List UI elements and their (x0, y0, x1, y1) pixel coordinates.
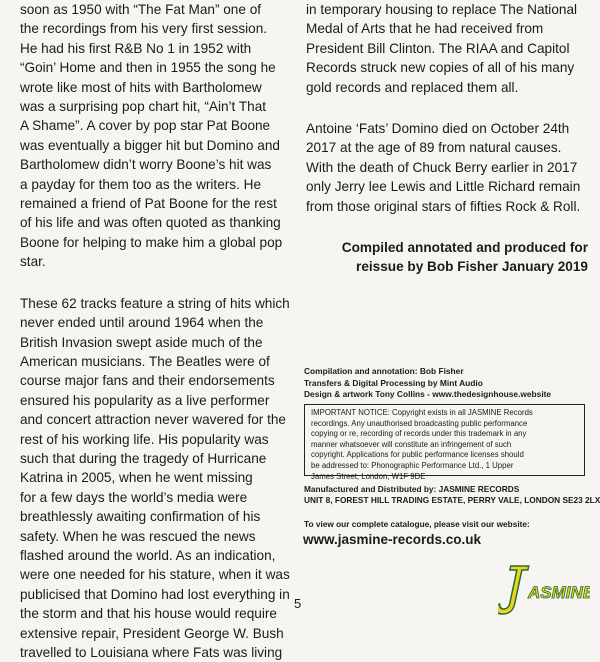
text-line: He had his first R&B No 1 in 1952 with (20, 40, 252, 56)
paragraph-62-tracks (20, 294, 292, 662)
text-line: 2017 at the age of 89 from natural causes. (306, 140, 562, 156)
text-line: for a few days the world’s media were (20, 489, 248, 505)
text-line: Katrina in 2005, when he went missing (20, 470, 253, 486)
text-line: Medal of Arts that he had received from (306, 21, 544, 37)
text-line: gold records and replaced them all. (306, 79, 519, 95)
text-line: soon as 1950 with “The Fat Man” one of (20, 2, 262, 17)
website-link[interactable]: www.jasmine-records.co.uk (303, 532, 482, 547)
text-line: Boone for helping to make him a global pop (20, 234, 283, 250)
text-line: was eventually a bigger hit but Domino and (20, 137, 280, 153)
notice-line: copyright. Applications for public performance licenses should (311, 450, 524, 460)
text-line: extensive repair, President George W. Bush (20, 625, 284, 641)
paragraph-gap (306, 97, 588, 119)
text-line: the storm and that his house would require (20, 606, 277, 622)
credit-transfers: Transfers & Digital Processing by Mint Audio (304, 377, 483, 388)
text-line: never ended until around 1964 when the (20, 315, 264, 331)
text-line: star. (20, 254, 46, 270)
credit-line: reissue by Bob Fisher January 2019 (356, 259, 588, 275)
paragraph-gap (20, 272, 292, 294)
notice-line: manner whatsoever will constitute an infringement of such (311, 439, 512, 449)
paragraph-death (306, 119, 588, 216)
logo-letter-j (498, 566, 529, 614)
credit-compilation: Compilation and annotation: Bob Fisher (304, 366, 464, 376)
catalogue-text: To view our complete catalogue, please visit our website: (304, 519, 530, 529)
left-column (20, 0, 292, 662)
page-number: 5 (294, 596, 302, 611)
text-line: “Goin’ Home and then in 1955 the song he (20, 60, 276, 76)
text-line: wrote like most of hits with Bartholomew (20, 79, 262, 95)
text-line: American musicians. The Beatles were of (20, 353, 270, 369)
text-line: from those original stars of fifties Rock & Roll. (306, 198, 581, 214)
text-line: Bartholomew didn’t worry Boone’s hit was (20, 157, 272, 173)
manufacturer-info (304, 484, 600, 506)
paragraph-gap (306, 216, 588, 238)
notice-line: recordings. Any unauthorised broadcasting public performance (311, 418, 528, 428)
jasmine-logo (498, 560, 590, 620)
paragraph-medal (306, 0, 588, 97)
catalogue-prompt (304, 519, 530, 530)
text-line: in temporary housing to replace The National (306, 2, 578, 17)
notice-line: copying or re, recording of records under this trademark in any (311, 429, 527, 439)
jasmine-logo-graphic (498, 560, 590, 620)
text-line: With the death of Chuck Berry earlier in 2017 (306, 159, 578, 175)
text-line: and concert attraction never wavered for the (20, 412, 286, 428)
notice-line: IMPORTANT NOTICE: Copyright exists in all JASMINE Records (311, 408, 533, 417)
text-line: remained a friend of Pat Boone for the rest (20, 196, 277, 212)
text-line: flashed around the world. As an indication, (20, 547, 276, 563)
text-line: Antoine ‘Fats’ Domino died on October 24th (306, 121, 570, 137)
notice-line: be addressed to: Phonographic Performance Ltd., 1 Upper (311, 460, 514, 470)
compiler-credit (306, 238, 588, 277)
copyright-notice-box (304, 404, 585, 481)
text-line: was a surprising pop chart hit, “Ain’t That (20, 99, 267, 115)
text-line: such that during the tragedy of Hurricane (20, 450, 267, 466)
production-credits (304, 366, 551, 401)
credit-line: Compiled annotated and produced for (341, 240, 588, 256)
text-line: President Bill Clinton. The RIAA and Capitol (306, 40, 570, 56)
paragraph-early-hits (20, 0, 292, 272)
text-line: travelled to Louisiana where Fats was living (20, 645, 283, 660)
text-line: breathlessly awaiting confirmation of his (20, 509, 261, 525)
text-line: only Jerry lee Lewis and Little Richard remain (306, 179, 581, 195)
notice-line: James Street, London, W1F 9DE (311, 471, 426, 481)
text-line: publicised that Domino had lost everything in (20, 586, 290, 602)
logo-wordmark: ASMINE (528, 583, 590, 602)
credit-design: Design & artwork Tony Collins - www.thedesignhouse.website (304, 389, 552, 400)
text-line: the recordings from his very first session. (20, 21, 268, 37)
text-line: ensured his popularity as a live performer (20, 392, 270, 408)
text-line: These 62 tracks feature a string of hits which (20, 295, 290, 311)
right-column (306, 0, 588, 277)
text-line: were one needed for his stature, when it was (20, 567, 290, 583)
text-line: of his life and was often quoted as thanking (20, 215, 281, 231)
text-line: safety. When he was rescued the news (20, 528, 256, 544)
text-line: British Invasion swept aside much of the (20, 334, 263, 350)
text-line: A Shame”. A cover by pop star Pat Boone (20, 118, 271, 134)
text-line: rest of his working life. His popularity was (20, 431, 269, 447)
manufacturer-line: Manufactured and Distributed by: JASMINE RECORDS (304, 484, 520, 494)
text-line: a payday for them too as the writers. He (20, 176, 262, 192)
manufacturer-address: UNIT 8, FOREST HILL TRADING ESTATE, PERRY VALE, LONDON SE23 2LX (304, 495, 600, 505)
text-line: course major fans and their endorsements (20, 373, 275, 389)
text-line: Records struck new copies of all of his many (306, 60, 575, 76)
